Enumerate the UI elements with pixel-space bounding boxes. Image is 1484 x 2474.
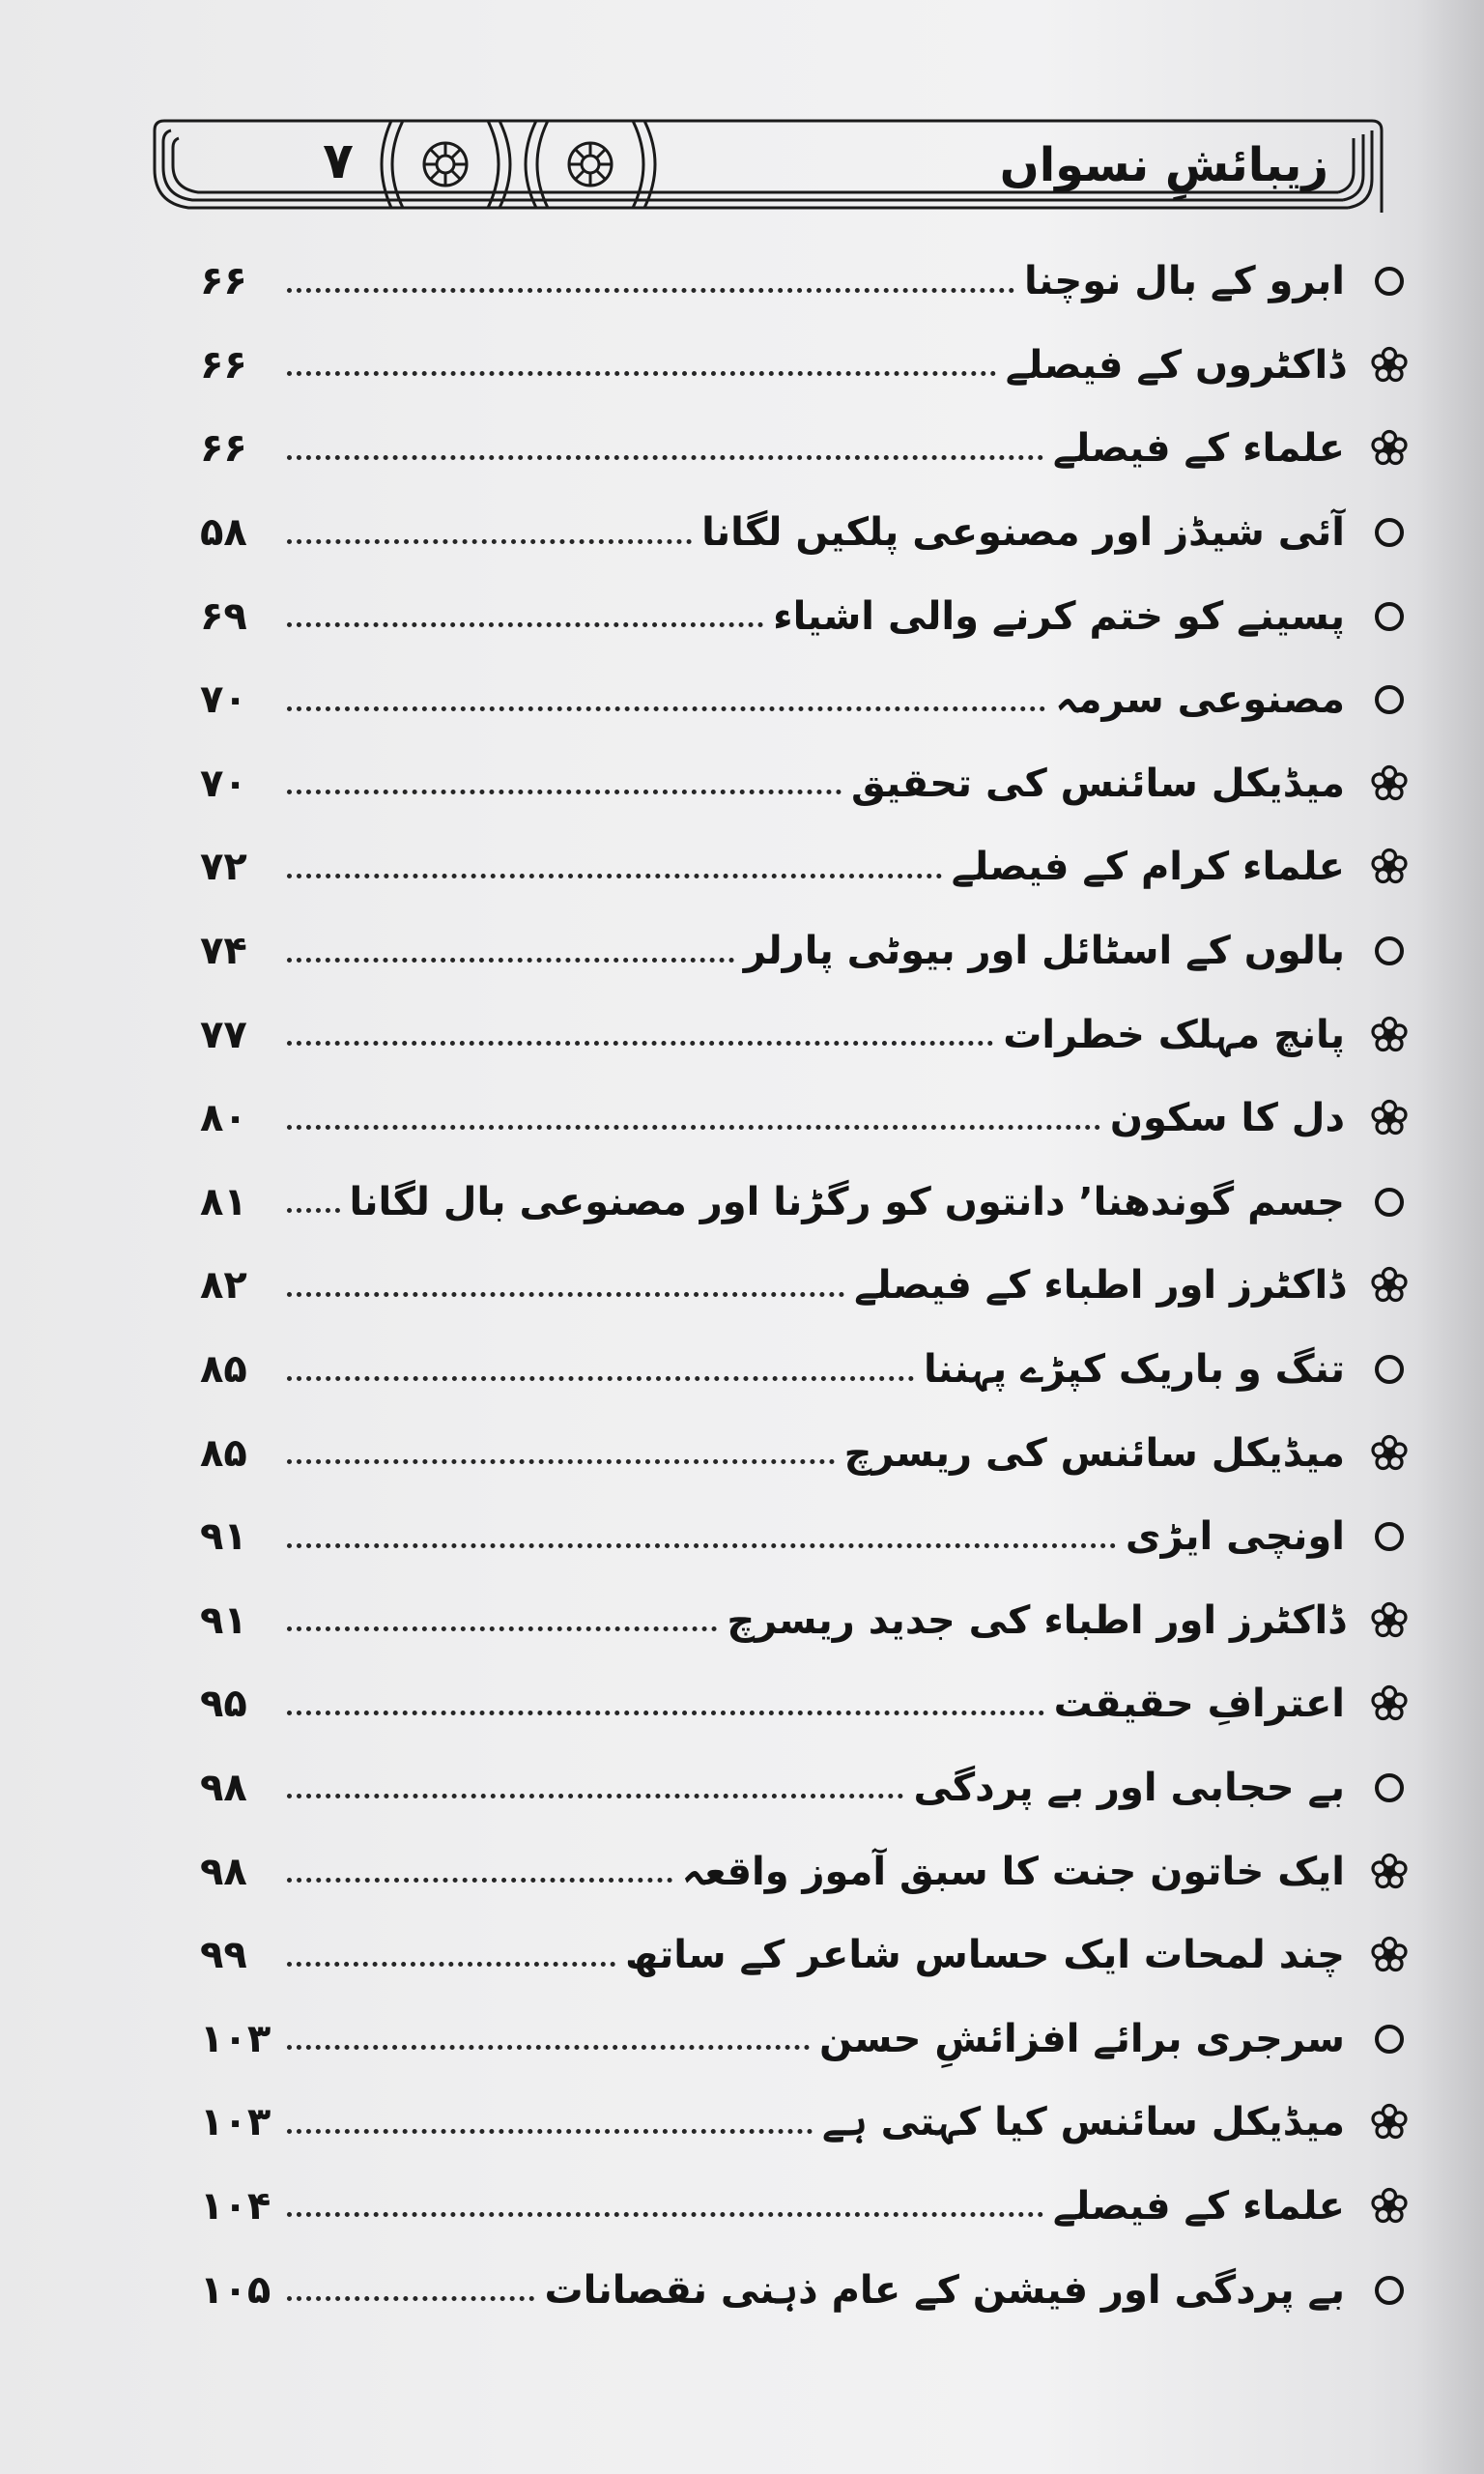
toc-entry-page-number: ۶۶ <box>200 342 247 388</box>
dot-leader <box>287 539 692 544</box>
toc-entry-title: علماء کے فیصلے <box>1052 426 1345 472</box>
toc-entry-page-number: ۷۴ <box>200 929 247 974</box>
flower-bullet-icon <box>1358 1254 1420 1316</box>
toc-entry <box>198 1411 1420 1495</box>
toc-entry <box>198 407 1420 491</box>
toc-entry-title: بے پردگی اور فیشن کے عام ذہنی نقصانات <box>544 2267 1345 2313</box>
toc-entry <box>198 1328 1420 1412</box>
toc-entry-page-number: ۷۲ <box>200 845 247 890</box>
toc-entry-title: دل کا سکون <box>1109 1096 1345 1141</box>
flower-bullet-icon <box>1358 1004 1420 1066</box>
toc-entry-title: جسم گوندھنا٬ دانتوں کو رگڑنا اور مصنوعی بال لگانا <box>349 1179 1345 1224</box>
toc-entry-title: مصنوعی سرمہ <box>1055 677 1345 723</box>
toc-entry-page-number: ۷۰ <box>200 677 247 723</box>
circle-bullet-icon <box>1358 920 1420 982</box>
dot-leader <box>287 874 942 878</box>
toc-entry <box>198 574 1420 658</box>
toc-entry-page-number: ۸۰ <box>200 1096 247 1141</box>
dot-leader <box>287 2296 534 2301</box>
flower-bullet-icon <box>1358 2175 1420 2237</box>
toc-entry-title: ابرو کے بال نوچنا <box>1024 259 1345 304</box>
flower-bullet-icon <box>1358 1423 1420 1484</box>
toc-entry-title: پانچ مہلک خطرات <box>1003 1012 1345 1057</box>
dot-leader <box>287 1459 835 1464</box>
circle-bullet-icon <box>1358 1506 1420 1568</box>
toc-entry-page-number: ۷۰ <box>200 761 247 806</box>
toc-entry-page-number: ۸۵ <box>200 1347 247 1393</box>
toc-entry-title: علماء کرام کے فیصلے <box>951 845 1345 890</box>
dot-leader <box>287 790 842 794</box>
toc-entry-page-number: ۸۲ <box>200 1263 247 1309</box>
toc-entry-title: ڈاکٹروں کے فیصلے <box>1005 342 1345 388</box>
dot-leader <box>287 1376 914 1381</box>
toc-entry <box>198 825 1420 909</box>
toc-entry <box>198 2248 1420 2332</box>
flower-bullet-icon <box>1358 1673 1420 1735</box>
dot-leader <box>287 1794 903 1798</box>
dot-leader <box>287 2212 1043 2217</box>
dot-leader <box>287 1125 1100 1130</box>
toc-entry-page-number: ۱۰۳ <box>200 2016 271 2061</box>
toc-entry <box>198 909 1420 993</box>
toc-entry <box>198 324 1420 408</box>
page-header <box>150 111 1386 217</box>
toc-entry <box>198 1913 1420 1998</box>
circle-bullet-icon <box>1358 2008 1420 2070</box>
toc-entry-page-number: ۱۰۴ <box>200 2183 271 2229</box>
toc-entry <box>198 1997 1420 2081</box>
toc-entry <box>198 2081 1420 2165</box>
toc-entry-page-number: ۵۸ <box>200 510 247 556</box>
flower-bullet-icon <box>1358 334 1420 396</box>
toc-entry-title: تنگ و باریک کپڑے پہننا <box>924 1347 1345 1393</box>
circle-bullet-icon <box>1358 1171 1420 1233</box>
toc-entry-page-number: ۹۱ <box>200 1514 247 1560</box>
toc-entry <box>198 1662 1420 1746</box>
flower-bullet-icon <box>1358 2091 1420 2153</box>
flower-bullet-icon <box>1358 1590 1420 1652</box>
toc-entry-page-number: ۸۵ <box>200 1430 247 1476</box>
toc-entry <box>198 491 1420 575</box>
toc-entry-page-number: ۹۱ <box>200 1597 247 1643</box>
toc-entry-page-number: ۶۶ <box>200 426 247 472</box>
toc-entry <box>198 1746 1420 1830</box>
toc-entry-page-number: ۱۰۳ <box>200 2100 271 2145</box>
dot-leader <box>287 2129 813 2134</box>
toc-entry <box>198 742 1420 826</box>
toc-entry <box>198 2165 1420 2249</box>
flower-bullet-icon <box>1358 836 1420 898</box>
toc-entry-page-number: ۹۵ <box>200 1682 247 1727</box>
dot-leader <box>287 2045 810 2050</box>
toc-entry-title: ایک خاتون جنت کا سبق آموز واقعہ <box>681 1849 1345 1894</box>
toc-entry-page-number: ۸۱ <box>200 1179 247 1224</box>
dot-leader <box>287 455 1043 460</box>
toc-entry <box>198 1077 1420 1161</box>
dot-leader <box>287 1041 993 1046</box>
page-edge-shadow <box>1416 0 1484 2474</box>
toc-entry-title: ڈاکٹرز اور اطباء کی جدید ریسرچ <box>727 1597 1345 1643</box>
toc-entry-page-number: ۱۰۵ <box>200 2267 271 2313</box>
toc-entry-title: آئی شیڈز اور مصنوعی پلکیں لگانا <box>701 510 1345 556</box>
toc-entry-title: میڈیکل سائنس کی ریسرچ <box>843 1430 1345 1476</box>
book-title: زیبائشِ نسواں <box>999 138 1328 192</box>
toc-entry <box>198 658 1420 742</box>
circle-bullet-icon <box>1358 250 1420 312</box>
dot-leader <box>287 622 763 627</box>
dot-leader <box>287 1208 340 1213</box>
page-number: ۷ <box>323 132 354 190</box>
dot-leader <box>287 1543 1116 1548</box>
toc-entry <box>198 992 1420 1077</box>
toc-entry-title: اعترافِ حقیقت <box>1053 1682 1345 1727</box>
toc-entry-title: میڈیکل سائنس کی تحقیق <box>851 761 1345 806</box>
dot-leader <box>287 1878 672 1883</box>
circle-bullet-icon <box>1358 502 1420 563</box>
toc-entry-title: بالوں کے اسٹائل اور بیوٹی پارلر <box>743 929 1345 974</box>
dot-leader <box>287 371 996 376</box>
toc-entry-title: بے حجابی اور بے پردگی <box>913 1765 1345 1810</box>
circle-bullet-icon <box>1358 586 1420 647</box>
dot-leader <box>287 288 1014 293</box>
toc-entry-title: سرجری برائے افزائشِ حسن <box>818 2016 1345 2061</box>
flower-bullet-icon <box>1358 417 1420 479</box>
toc-entry-page-number: ۹۹ <box>200 1933 247 1978</box>
toc-entry-page-number: ۷۷ <box>200 1012 247 1057</box>
dot-leader <box>287 1292 844 1297</box>
toc-entry-title: پسینے کو ختم کرنے والی اشیاء <box>773 593 1345 639</box>
table-of-contents <box>198 240 1420 2332</box>
toc-entry-page-number: ۹۸ <box>200 1765 247 1810</box>
dot-leader <box>287 706 1045 711</box>
toc-entry <box>198 1495 1420 1579</box>
flower-bullet-icon <box>1358 753 1420 815</box>
toc-entry <box>198 1579 1420 1663</box>
flower-bullet-icon <box>1358 1924 1420 1986</box>
circle-bullet-icon <box>1358 669 1420 731</box>
dot-leader <box>287 1626 717 1631</box>
toc-entry <box>198 240 1420 324</box>
toc-entry-page-number: ۶۶ <box>200 259 247 304</box>
dot-leader <box>287 958 734 963</box>
dot-leader <box>287 1962 615 1967</box>
dot-leader <box>287 1711 1044 1715</box>
toc-entry <box>198 1829 1420 1913</box>
toc-entry <box>198 1244 1420 1328</box>
toc-entry-title: علماء کے فیصلے <box>1052 2183 1345 2229</box>
toc-entry-title: میڈیکل سائنس کیا کہتی ہے <box>821 2100 1345 2145</box>
flower-bullet-icon <box>1358 1841 1420 1903</box>
toc-entry <box>198 1161 1420 1245</box>
toc-entry-page-number: ۶۹ <box>200 593 247 639</box>
circle-bullet-icon <box>1358 2259 1420 2321</box>
toc-entry-title: ڈاکٹرز اور اطباء کے فیصلے <box>854 1263 1345 1309</box>
toc-entry-title: چند لمحات ایک حساس شاعر کے ساتھ <box>625 1933 1345 1978</box>
toc-entry-title: اونچی ایڑی <box>1125 1514 1345 1560</box>
circle-bullet-icon <box>1358 1757 1420 1819</box>
circle-bullet-icon <box>1358 1338 1420 1400</box>
flower-bullet-icon <box>1358 1087 1420 1149</box>
toc-entry-page-number: ۹۸ <box>200 1849 247 1894</box>
